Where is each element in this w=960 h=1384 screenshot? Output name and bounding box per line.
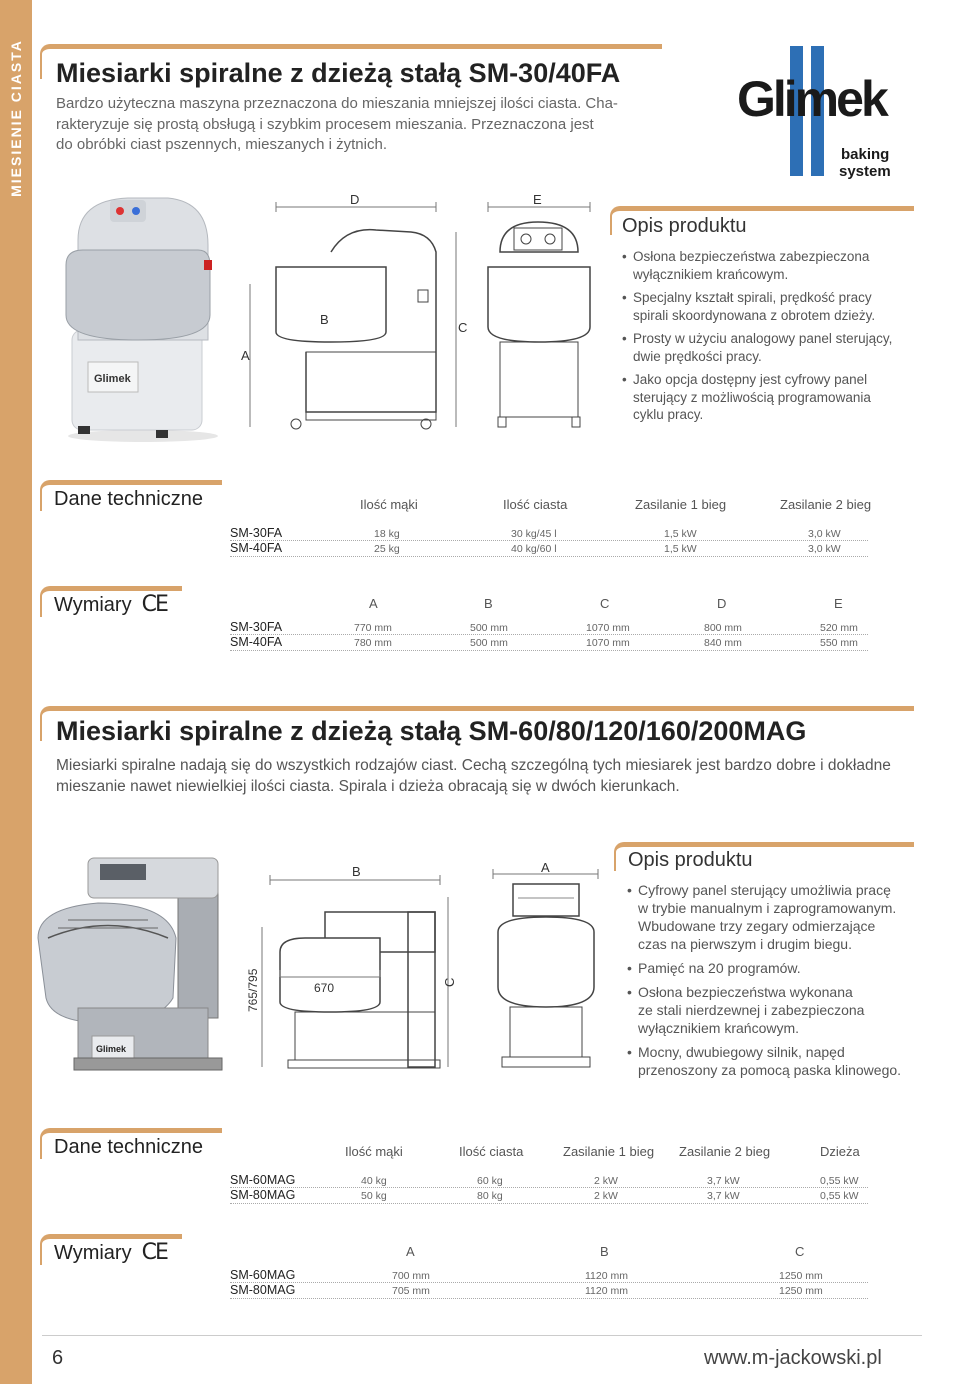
tech-header: Zasilanie 1 bieg bbox=[635, 497, 727, 512]
table-cell: 1120 mm bbox=[585, 1285, 628, 1297]
table-cell: 1070 mm bbox=[586, 637, 630, 649]
dims-header: C bbox=[795, 1244, 805, 1259]
dim-label-d: D bbox=[350, 192, 360, 207]
opis-line: sterujący z możliwością programowania bbox=[633, 389, 871, 405]
table-cell: 2 kW bbox=[594, 1175, 618, 1187]
table-cell: 50 kg bbox=[361, 1190, 387, 1202]
opis-title: Opis produktu bbox=[628, 849, 753, 871]
row-divider bbox=[230, 650, 868, 651]
opis-line: • Jako opcja dostępny jest cyfrowy panel bbox=[633, 372, 868, 387]
opis-list bbox=[622, 248, 912, 430]
tech-header: Ilość ciasta bbox=[459, 1144, 524, 1159]
table-row-model: SM-60MAG bbox=[230, 1173, 296, 1187]
opis-item bbox=[627, 959, 922, 977]
dims-header: C bbox=[600, 596, 610, 611]
table-row-model: SM-30FA bbox=[230, 526, 283, 540]
section2-title: Miesiarki spiralne z dzieżą stałą SM-60/80/120/160/200MAG bbox=[56, 716, 807, 746]
dim-label-a2: A bbox=[541, 860, 550, 875]
dim-label-h: 765/795 bbox=[246, 968, 260, 1012]
opis-line: • Prosty w użyciu analogowy panel sterujący, bbox=[633, 331, 893, 346]
section1-intro bbox=[56, 94, 662, 156]
table-cell: 3,0 kW bbox=[808, 528, 841, 540]
table-cell: 30 kg/45 l bbox=[511, 528, 557, 540]
svg-text:Glimek: Glimek bbox=[94, 373, 131, 385]
tech-title: Dane techniczne bbox=[54, 1136, 203, 1158]
tech-header: Zasilanie 2 bieg bbox=[679, 1144, 771, 1159]
dims-header: B bbox=[600, 1244, 609, 1259]
intro-line: Miesiarki spiralne nadają się do wszystkich rodzajów ciast. Cechą szczególną tych miesiarek jest bardzo dobre i dokładne bbox=[56, 757, 891, 774]
opis-line: cyklu pracy. bbox=[633, 407, 704, 422]
row-divider bbox=[230, 1298, 868, 1299]
table-cell: 2 kW bbox=[594, 1190, 618, 1202]
table-cell: 25 kg bbox=[374, 543, 400, 555]
tech-header: Ilość ciasta bbox=[503, 497, 568, 512]
dims-header: D bbox=[717, 596, 727, 611]
opis-list bbox=[627, 881, 922, 1085]
svg-text:Glimek: Glimek bbox=[96, 1044, 127, 1054]
table-cell: 3,0 kW bbox=[808, 543, 841, 555]
table-row-model: SM-60MAG bbox=[230, 1268, 296, 1282]
table-cell: 3,7 kW bbox=[707, 1190, 740, 1202]
tech-header: Dzieża bbox=[820, 1144, 860, 1159]
table-cell: 18 kg bbox=[374, 528, 400, 540]
technical-drawing-side-sm60 bbox=[240, 862, 455, 1074]
table-cell: 705 mm bbox=[392, 1285, 430, 1297]
opis-line: ze stali nierdzewnej i zabezpieczona bbox=[638, 1002, 865, 1018]
table-cell: 840 mm bbox=[704, 637, 742, 649]
table-cell: 500 mm bbox=[470, 637, 508, 649]
table-row-model: SM-30FA bbox=[230, 620, 283, 634]
logo-tagline-2: system bbox=[839, 163, 891, 180]
opis-item bbox=[622, 330, 912, 365]
opis-line: • Cyfrowy panel sterujący umożliwia pracę bbox=[638, 882, 891, 898]
opis-title: Opis produktu bbox=[622, 215, 747, 237]
table-cell: 80 kg bbox=[477, 1190, 503, 1202]
table-cell: 0,55 kW bbox=[820, 1190, 859, 1202]
ce-mark: CE bbox=[141, 1240, 167, 1265]
intro-line: do obróbki ciast pszennych, mieszanych i żytnich. bbox=[56, 136, 387, 153]
row-divider bbox=[230, 1203, 868, 1204]
dims-header: A bbox=[406, 1244, 415, 1259]
machine-photo-sm30 bbox=[58, 190, 228, 445]
dims-title-text: Wymiary bbox=[54, 594, 132, 616]
tech-header: Ilość mąki bbox=[345, 1144, 403, 1159]
table-cell: 40 kg bbox=[361, 1175, 387, 1187]
dims-header: A bbox=[369, 596, 378, 611]
page-number: 6 bbox=[52, 1347, 64, 1369]
logo-tagline-1: baking bbox=[841, 146, 890, 163]
opis-line: dwie prędkości pracy. bbox=[633, 348, 762, 364]
dim-label-e: E bbox=[533, 192, 542, 207]
table-cell: 1,5 kW bbox=[664, 543, 697, 555]
opis-item bbox=[622, 371, 912, 424]
intro-line: mieszanie nawet niewielkiej ilości ciasta. Spirala i dzieża obracają się w dwóch kierunkach. bbox=[56, 778, 680, 795]
technical-drawing-front-sm60 bbox=[488, 862, 603, 1074]
opis-line: w trybie manualnym i zaprogramowanym. bbox=[638, 900, 897, 916]
opis-line: • Osłona bezpieczeństwa zabezpieczona bbox=[633, 249, 870, 264]
table-cell: 1250 mm bbox=[779, 1270, 823, 1282]
footer-line bbox=[42, 1335, 922, 1336]
tech-header: Ilość mąki bbox=[360, 497, 418, 512]
intro-line: rakteryzuje się prostą obsługą i szybkim procesem mieszania. Przeznaczona jest bbox=[56, 115, 594, 133]
table-cell: 520 mm bbox=[820, 622, 858, 634]
table-row-model: SM-40FA bbox=[230, 541, 283, 555]
table-cell: 60 kg bbox=[477, 1175, 503, 1187]
dim-label-b: B bbox=[320, 312, 329, 327]
table-row-model: SM-40FA bbox=[230, 635, 283, 649]
row-divider bbox=[230, 1187, 868, 1188]
machine-photo-sm60 bbox=[38, 848, 228, 1078]
section2-intro bbox=[56, 755, 926, 797]
row-divider bbox=[230, 556, 868, 557]
row-divider bbox=[230, 634, 868, 635]
ce-mark: CE bbox=[141, 592, 167, 617]
tech-header: Zasilanie 2 bieg bbox=[780, 497, 872, 512]
website-url: www.m-jackowski.pl bbox=[704, 1347, 882, 1369]
table-cell: 1,5 kW bbox=[664, 528, 697, 540]
dim-label-c: C bbox=[458, 320, 468, 335]
table-cell: 1250 mm bbox=[779, 1285, 823, 1297]
table-cell: 3,7 kW bbox=[707, 1175, 740, 1187]
table-cell: 0,55 kW bbox=[820, 1175, 859, 1187]
glimek-logo bbox=[735, 46, 895, 181]
tech-title: Dane techniczne bbox=[54, 488, 203, 510]
opis-line: wyłącznikiem krańcowym. bbox=[633, 266, 789, 282]
table-row-model: SM-80MAG bbox=[230, 1188, 296, 1202]
dim-label-b2: B bbox=[352, 864, 361, 879]
opis-item bbox=[627, 983, 922, 1037]
opis-line: czas na pierwszym i drugim biegu. bbox=[638, 936, 852, 952]
table-cell: 780 mm bbox=[354, 637, 392, 649]
logo-text: Glimek bbox=[737, 71, 886, 127]
table-row-model: SM-80MAG bbox=[230, 1283, 296, 1297]
side-label bbox=[0, 0, 32, 230]
opis-item bbox=[622, 289, 912, 324]
dims-header: B bbox=[484, 596, 493, 611]
technical-drawing-front-sm30 bbox=[480, 192, 598, 437]
opis-line: wyłącznikiem krańcowym. bbox=[638, 1020, 800, 1036]
table-cell: 1120 mm bbox=[585, 1270, 628, 1282]
dims-title bbox=[54, 592, 167, 617]
tech-header: Zasilanie 1 bieg bbox=[563, 1144, 655, 1159]
table-cell: 500 mm bbox=[470, 622, 508, 634]
table-cell: 1070 mm bbox=[586, 622, 630, 634]
dims-title bbox=[54, 1240, 167, 1265]
opis-line: • Specjalny kształt spirali, prędkość pracy bbox=[633, 290, 872, 305]
opis-line: • Osłona bezpieczeństwa wykonana bbox=[638, 984, 853, 1000]
opis-line: spirali skoordynowana z obrotem dzieży. bbox=[633, 307, 876, 323]
row-divider bbox=[230, 540, 868, 541]
opis-line: • Mocny, dwubiegowy silnik, napęd bbox=[638, 1044, 845, 1060]
section1-title: Miesiarki spiralne z dzieżą stałą SM-30/40FA bbox=[56, 58, 621, 88]
table-cell: 40 kg/60 l bbox=[511, 543, 557, 555]
opis-line: przenoszony za pomocą paska klinowego. bbox=[638, 1062, 902, 1078]
side-label-text: MIESIENIE CIASTA bbox=[8, 39, 24, 197]
dim-label-w: 670 bbox=[314, 981, 335, 995]
table-cell: 700 mm bbox=[392, 1270, 430, 1282]
opis-item bbox=[627, 1043, 922, 1079]
dim-label-a: A bbox=[241, 348, 250, 363]
table-cell: 800 mm bbox=[704, 622, 742, 634]
dims-title-text: Wymiary bbox=[54, 1242, 132, 1264]
row-divider bbox=[230, 1282, 868, 1283]
table-cell: 770 mm bbox=[354, 622, 392, 634]
technical-drawing-side-sm30 bbox=[236, 192, 466, 437]
opis-line: Wbudowane trzy zegary odmierzające bbox=[638, 918, 876, 934]
dims-header: E bbox=[834, 596, 843, 611]
dim-label-c2: C bbox=[442, 977, 457, 987]
table-cell: 550 mm bbox=[820, 637, 858, 649]
intro-line: Bardzo użyteczna maszyna przeznaczona do mieszania mniejszej ilości ciasta. Cha- bbox=[56, 95, 618, 112]
opis-item bbox=[622, 248, 912, 283]
opis-line: • Pamięć na 20 programów. bbox=[638, 960, 801, 976]
opis-item bbox=[627, 881, 922, 953]
